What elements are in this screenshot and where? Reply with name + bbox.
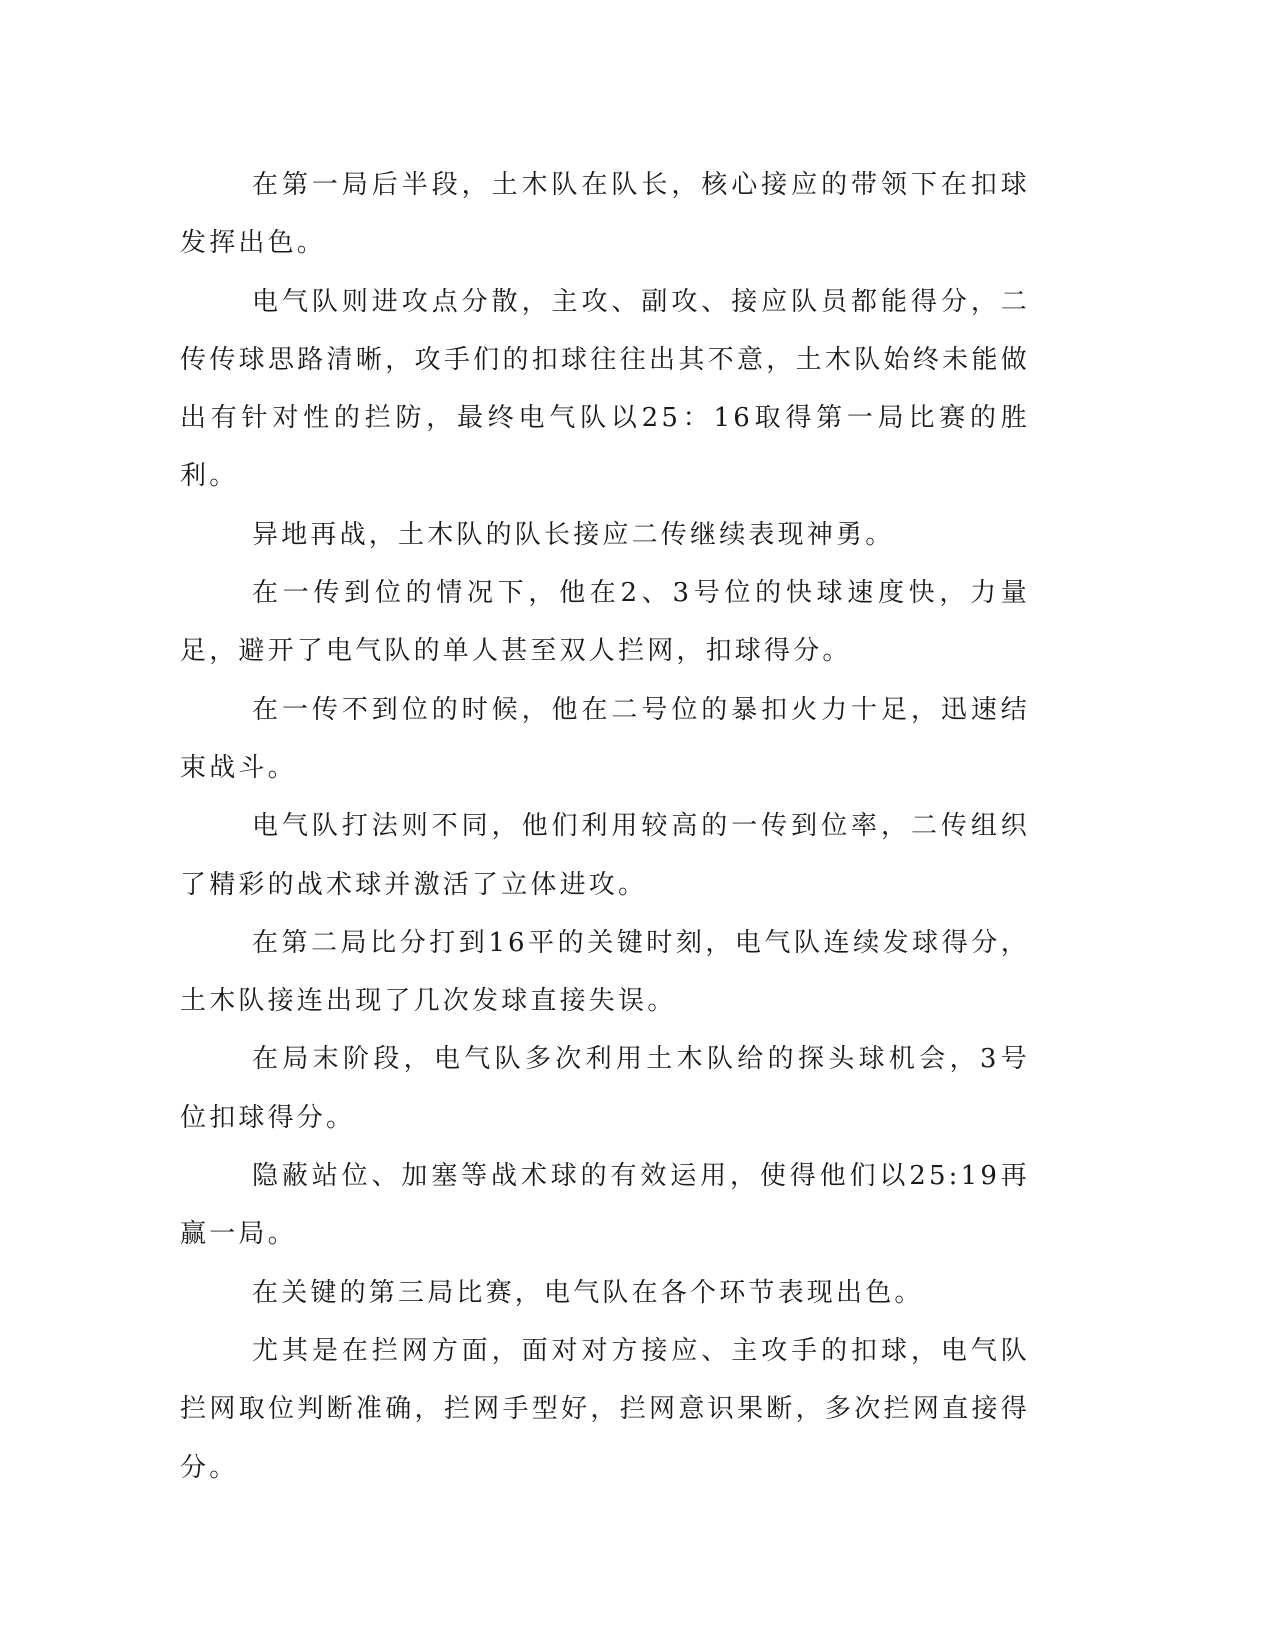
paragraph-2: 电气队则进攻点分散，主攻、副攻、接应队员都能得分，二传传球思路清晰，攻手们的扣球往往出其不意，土木队始终未能做出有针对性的拦防，最终电气队以25：16取得第一局比赛的胜利。 xyxy=(180,286,1030,492)
paragraph-7: 在第二局比分打到16平的关键时刻，电气队连续发球得分，土木队接连出现了几次发球直接失误。 xyxy=(180,927,1030,1017)
paragraph-10: 在关键的第三局比赛，电气队在各个环节表现出色。 xyxy=(252,1277,924,1308)
paragraph-3: 异地再战，土木队的队长接应二传继续表现神勇。 xyxy=(252,519,895,550)
paragraph-4: 在一传到位的情况下，他在2、3号位的快球速度快，力量足，避开了电气队的单人甚至双人拦网，扣球得分。 xyxy=(180,578,1030,667)
paragraph-6: 电气队打法则不同，他们利用较高的一传到位率，二传组织了精彩的战术球并激活了立体进攻。 xyxy=(180,811,1030,900)
paragraph-11: 尤其是在拦网方面，面对对方接应、主攻手的扣球，电气队拦网取位判断准确，拦网手型好，拦网意识果断，多次拦网直接得分。 xyxy=(180,1335,1030,1483)
paragraph-8: 在局末阶段，电气队多次利用土木队给的探头球机会，3号位扣球得分。 xyxy=(180,1044,1030,1133)
document-body xyxy=(180,156,1030,1497)
paragraph-9: 隐蔽站位、加塞等战术球的有效运用，使得他们以25:19再赢一局。 xyxy=(180,1161,1030,1250)
paragraph-1: 在第一局后半段，土木队在队长，核心接应的带领下在扣球发挥出色。 xyxy=(180,170,1030,259)
paragraph-5: 在一传不到位的时候，他在二号位的暴扣火力十足，迅速结束战斗。 xyxy=(180,694,1030,783)
